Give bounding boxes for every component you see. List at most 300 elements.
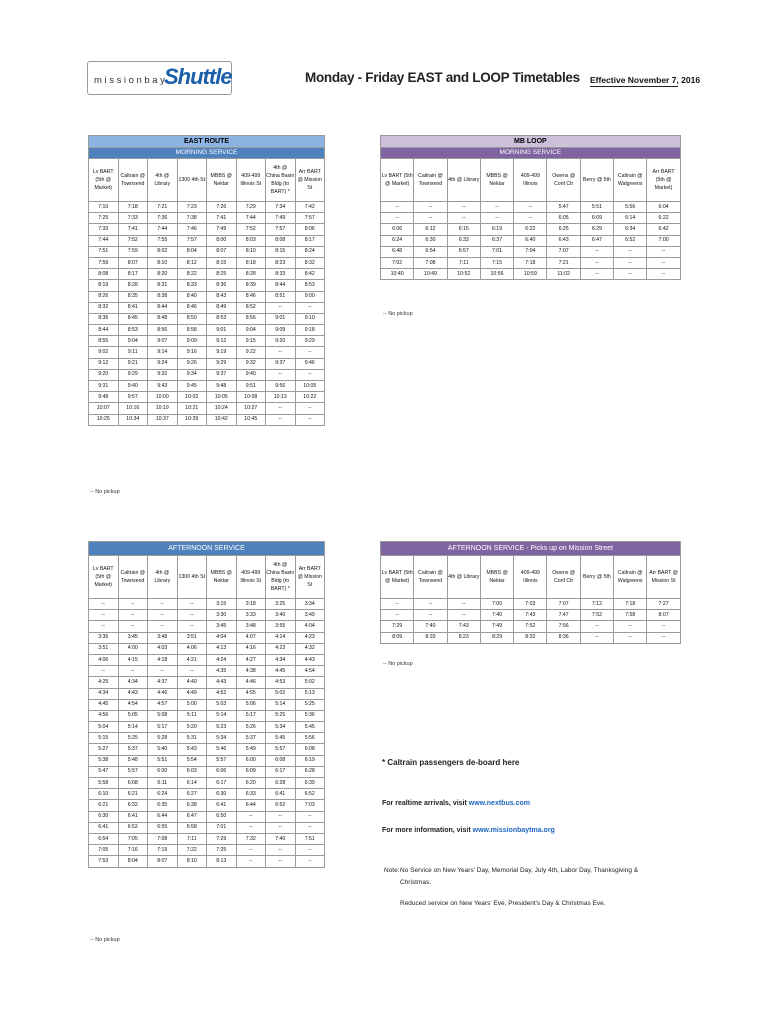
time-cell: 7:26 <box>207 202 237 213</box>
time-cell: 8:32 <box>89 302 119 313</box>
time-cell: 6:41 <box>89 822 119 833</box>
table-row <box>89 856 325 867</box>
time-cell: 7:12 <box>580 599 613 610</box>
time-cell: 8:07 <box>207 246 237 257</box>
time-cell: 6:19 <box>480 224 513 235</box>
time-cell: 8:45 <box>118 313 148 324</box>
time-cell: -- <box>148 610 178 621</box>
time-cell: 7:58 <box>614 610 647 621</box>
column-header: 4th @ Library <box>148 159 178 202</box>
time-cell: 10:13 <box>266 392 296 403</box>
table-row <box>89 822 325 833</box>
time-cell: 3:51 <box>177 632 207 643</box>
time-cell: 4:16 <box>236 643 266 654</box>
time-cell: 6:48 <box>381 246 414 257</box>
column-header: 4th @ Library <box>447 159 480 202</box>
time-cell: 9:32 <box>236 358 266 369</box>
time-cell: 5:25 <box>266 710 296 721</box>
time-cell: 9:56 <box>266 381 296 392</box>
time-cell: 7:03 <box>295 800 325 811</box>
time-cell: -- <box>118 610 148 621</box>
time-cell: 5:15 <box>89 733 119 744</box>
time-cell: 8:25 <box>207 269 237 280</box>
time-cell: -- <box>414 599 447 610</box>
east-afternoon-header-row <box>89 556 325 599</box>
time-cell: 8:56 <box>236 313 266 324</box>
column-header: Arr BART @ Mission St <box>295 159 325 202</box>
time-cell: 6:33 <box>447 235 480 246</box>
column-header: Arr BART @ Mission St <box>647 556 680 599</box>
time-cell: 7:08 <box>414 257 447 268</box>
time-cell: 7:01 <box>480 246 513 257</box>
missionbay-shuttle-logo <box>87 61 232 95</box>
time-cell: 4:06 <box>177 643 207 654</box>
loop-morning-footnote: -- No pickup <box>383 311 413 317</box>
table-row <box>89 610 325 621</box>
time-cell: 8:04 <box>177 246 207 257</box>
time-cell: 3:55 <box>266 621 296 632</box>
time-cell: 7:27 <box>647 599 680 610</box>
time-cell: 7:44 <box>89 235 119 246</box>
time-cell: 7:40 <box>480 610 513 621</box>
time-cell: 5:57 <box>266 744 296 755</box>
time-cell: 8:26 <box>89 291 119 302</box>
time-cell: 4:52 <box>207 688 237 699</box>
table-row <box>89 845 325 856</box>
time-cell: 6:52 <box>118 822 148 833</box>
time-cell: 4:35 <box>207 666 237 677</box>
time-cell: 5:51 <box>580 202 613 213</box>
time-cell: 4:25 <box>89 677 119 688</box>
time-cell: 9:10 <box>295 313 325 324</box>
nextbus-link[interactable]: www.nextbus.com <box>468 800 530 807</box>
time-cell: 4:45 <box>89 699 119 710</box>
time-cell: 7:49 <box>207 224 237 235</box>
time-cell: 7:52 <box>580 610 613 621</box>
time-cell: 9:31 <box>89 381 119 392</box>
time-cell: 6:40 <box>514 235 547 246</box>
missionbaytma-link[interactable]: www.missionbaytma.org <box>472 827 555 834</box>
time-cell: 7:18 <box>514 257 547 268</box>
time-cell: 7:49 <box>480 621 513 632</box>
time-cell: 4:56 <box>89 710 119 721</box>
time-cell: 8:23 <box>266 257 296 268</box>
time-cell: 8:55 <box>89 336 119 347</box>
page-title: Monday - Friday EAST and LOOP Timetables <box>305 70 580 85</box>
time-cell: 8:29 <box>480 632 513 643</box>
time-cell: 8:08 <box>89 269 119 280</box>
time-cell: 6:06 <box>381 224 414 235</box>
time-cell: 4:43 <box>118 688 148 699</box>
time-cell: 6:08 <box>295 744 325 755</box>
table-row <box>89 699 325 710</box>
table-row <box>381 269 681 280</box>
time-cell: 4:45 <box>266 666 296 677</box>
time-cell: -- <box>647 257 680 268</box>
time-cell: 9:32 <box>148 369 178 380</box>
time-cell: 4:38 <box>236 666 266 677</box>
table-row <box>89 347 325 358</box>
time-cell: -- <box>266 302 296 313</box>
time-cell: 8:52 <box>236 302 266 313</box>
time-cell: -- <box>266 845 296 856</box>
time-cell: 4:07 <box>236 632 266 643</box>
info-label: For more information, visit <box>382 827 473 834</box>
time-cell: 4:34 <box>266 654 296 665</box>
time-cell: 9:24 <box>148 358 178 369</box>
table-row <box>89 643 325 654</box>
time-cell: 6:33 <box>236 789 266 800</box>
time-cell: -- <box>381 599 414 610</box>
time-cell: 6:24 <box>148 789 178 800</box>
note-holidays: No Service on New Years' Day, Memorial Day, July 4th, Labor Day, Thanksgiving & <box>400 867 639 874</box>
time-cell: 6:44 <box>236 800 266 811</box>
time-cell: 7:38 <box>177 213 207 224</box>
time-cell: 9:01 <box>266 313 296 324</box>
time-cell: -- <box>614 246 647 257</box>
time-cell: 6:28 <box>266 778 296 789</box>
time-cell: 6:29 <box>580 224 613 235</box>
time-cell: 9:57 <box>118 392 148 403</box>
time-cell: 5:37 <box>236 733 266 744</box>
time-cell: 9:04 <box>118 336 148 347</box>
time-cell: 7:29 <box>207 833 237 844</box>
time-cell: 8:36 <box>547 632 580 643</box>
table-row <box>89 789 325 800</box>
time-cell: -- <box>295 347 325 358</box>
time-cell: 4:57 <box>148 699 178 710</box>
time-cell: 5:26 <box>236 722 266 733</box>
table-row <box>89 280 325 291</box>
time-cell: 5:49 <box>236 744 266 755</box>
time-cell: -- <box>295 856 325 867</box>
column-header: Caltrain @ Townsend <box>414 556 447 599</box>
time-cell: 4:03 <box>148 643 178 654</box>
table-row <box>89 722 325 733</box>
column-header: 4th @ Library <box>447 556 480 599</box>
time-cell: 6:30 <box>207 789 237 800</box>
time-cell: 7:32 <box>236 833 266 844</box>
time-cell: 10:25 <box>89 414 119 425</box>
time-cell: 9:11 <box>118 347 148 358</box>
time-cell: 7:41 <box>207 213 237 224</box>
time-cell: 8:15 <box>266 246 296 257</box>
time-cell: 10:45 <box>236 414 266 425</box>
column-header: Lv BART (5th @ Market) <box>381 159 414 202</box>
time-cell: 6:00 <box>236 755 266 766</box>
loop-afternoon-title: AFTERNOON SERVICE - Picks up on Mission Street <box>381 542 681 556</box>
time-cell: 3:45 <box>207 621 237 632</box>
time-cell: -- <box>118 599 148 610</box>
effective-date: Effective November 7, 2016 <box>590 75 701 85</box>
time-cell: -- <box>447 599 480 610</box>
time-cell: 5:37 <box>118 744 148 755</box>
time-cell: 6:20 <box>236 778 266 789</box>
column-header: 4th @ China Basin Bldg (to BART) * <box>266 556 296 599</box>
time-cell: -- <box>89 599 119 610</box>
time-cell: 7:51 <box>89 246 119 257</box>
time-cell: 7:57 <box>177 235 207 246</box>
table-row <box>89 666 325 677</box>
time-cell: 6:52 <box>614 235 647 246</box>
time-cell: 6:06 <box>207 766 237 777</box>
east-morning-table <box>88 135 325 426</box>
time-cell: 3:30 <box>207 610 237 621</box>
column-header: Owens @ Conf Ctr <box>547 159 580 202</box>
time-cell: 7:00 <box>480 599 513 610</box>
time-cell: -- <box>148 621 178 632</box>
time-cell: 5:57 <box>118 766 148 777</box>
time-cell: 9:29 <box>295 336 325 347</box>
time-cell: -- <box>177 610 207 621</box>
time-cell: 4:04 <box>207 632 237 643</box>
time-cell: -- <box>447 213 480 224</box>
time-cell: 5:14 <box>266 699 296 710</box>
column-header: Lv BART (5th @ Market) <box>89 556 119 599</box>
time-cell: 8:40 <box>177 291 207 302</box>
time-cell: 9:48 <box>207 381 237 392</box>
time-cell: 7:25 <box>207 845 237 856</box>
time-cell: 4:55 <box>236 688 266 699</box>
time-cell: 5:43 <box>177 744 207 755</box>
time-cell: 4:13 <box>207 643 237 654</box>
time-cell: 3:48 <box>236 621 266 632</box>
time-cell: 9:37 <box>207 369 237 380</box>
table-row <box>89 358 325 369</box>
time-cell: 7:53 <box>89 856 119 867</box>
time-cell: 5:08 <box>148 710 178 721</box>
time-cell: 7:43 <box>514 610 547 621</box>
caltrain-note: * Caltrain passengers de-board here <box>382 758 520 767</box>
time-cell: 5:02 <box>266 688 296 699</box>
time-cell: 7:02 <box>381 257 414 268</box>
time-cell: 9:40 <box>236 369 266 380</box>
time-cell: 10:37 <box>148 414 178 425</box>
time-cell: -- <box>614 621 647 632</box>
time-cell: -- <box>447 202 480 213</box>
table-row <box>381 202 681 213</box>
time-cell: 6:10 <box>89 789 119 800</box>
time-cell: 8:04 <box>118 856 148 867</box>
time-cell: -- <box>177 599 207 610</box>
column-header: Caltrain @ Townsend <box>118 159 148 202</box>
time-cell: -- <box>266 369 296 380</box>
time-cell: -- <box>580 632 613 643</box>
time-cell: -- <box>647 632 680 643</box>
time-cell: 10:56 <box>480 269 513 280</box>
time-cell: 8:10 <box>236 246 266 257</box>
time-cell: 5:20 <box>177 722 207 733</box>
time-cell: 8:58 <box>177 325 207 336</box>
time-cell: 6:28 <box>295 766 325 777</box>
time-cell: 5:28 <box>148 733 178 744</box>
time-cell: -- <box>447 610 480 621</box>
time-cell: 9:09 <box>177 336 207 347</box>
time-cell: -- <box>647 269 680 280</box>
table-row <box>89 269 325 280</box>
time-cell: 7:33 <box>118 213 148 224</box>
table-row <box>89 202 325 213</box>
loop-afternoon-table <box>380 541 681 644</box>
time-cell: -- <box>295 302 325 313</box>
time-cell: 6:19 <box>295 755 325 766</box>
time-cell: 6:47 <box>177 811 207 822</box>
time-cell: 8:20 <box>148 269 178 280</box>
time-cell: -- <box>580 246 613 257</box>
time-cell: -- <box>381 202 414 213</box>
table-row <box>381 246 681 257</box>
column-header: 4th @ China Basin Bldg (to BART) * <box>266 159 296 202</box>
time-cell: 6:22 <box>514 224 547 235</box>
time-cell: -- <box>295 811 325 822</box>
table-row <box>89 733 325 744</box>
table-row <box>89 246 325 257</box>
east-afternoon-title: AFTERNOON SERVICE <box>89 542 325 556</box>
time-cell: 8:18 <box>236 257 266 268</box>
time-cell: 10:24 <box>207 403 237 414</box>
time-cell: 6:09 <box>580 213 613 224</box>
time-cell: 5:45 <box>266 733 296 744</box>
time-cell: 7:11 <box>447 257 480 268</box>
time-cell: 6:17 <box>266 766 296 777</box>
loop-afternoon-header-row <box>381 556 681 599</box>
time-cell: 6:24 <box>381 235 414 246</box>
table-row <box>89 710 325 721</box>
time-cell: 8:20 <box>414 632 447 643</box>
time-cell: -- <box>514 202 547 213</box>
time-cell: 7:16 <box>118 845 148 856</box>
table-row <box>89 325 325 336</box>
time-cell: 3:36 <box>89 632 119 643</box>
time-cell: 9:12 <box>89 358 119 369</box>
column-header: Caltrain @ Townsend <box>414 159 447 202</box>
time-cell: 3:51 <box>89 643 119 654</box>
time-cell: 3:48 <box>148 632 178 643</box>
time-cell: 6:54 <box>89 833 119 844</box>
time-cell: 10:49 <box>414 269 447 280</box>
time-cell: 7:01 <box>207 822 237 833</box>
time-cell: 8:31 <box>148 280 178 291</box>
time-cell: 5:03 <box>207 699 237 710</box>
time-cell: 5:14 <box>118 722 148 733</box>
table-row <box>89 744 325 755</box>
time-cell: 6:12 <box>414 224 447 235</box>
time-cell: 6:34 <box>614 224 647 235</box>
loop-morning-table <box>380 135 681 280</box>
east-morning-header-row <box>89 159 325 202</box>
time-cell: 6:21 <box>89 800 119 811</box>
time-cell: 3:40 <box>266 610 296 621</box>
time-cell: 8:43 <box>207 291 237 302</box>
time-cell: 8:36 <box>207 280 237 291</box>
time-cell: 9:09 <box>266 325 296 336</box>
time-cell: 9:18 <box>295 325 325 336</box>
time-cell: 6:08 <box>266 755 296 766</box>
time-cell: 8:24 <box>295 246 325 257</box>
time-cell: 8:36 <box>89 313 119 324</box>
time-cell: 6:08 <box>118 778 148 789</box>
column-header: Berry @ 5th <box>580 556 613 599</box>
time-cell: 7:21 <box>547 257 580 268</box>
time-cell: -- <box>580 621 613 632</box>
time-cell: -- <box>647 621 680 632</box>
table-row <box>381 257 681 268</box>
logo-big-text: Shuttle <box>164 64 232 89</box>
time-cell: 4:24 <box>207 654 237 665</box>
table-row <box>89 688 325 699</box>
column-header: MBBS @ Nektar <box>480 556 513 599</box>
time-cell: 8:48 <box>148 313 178 324</box>
time-cell: 9:34 <box>177 369 207 380</box>
table-row <box>89 381 325 392</box>
time-cell: -- <box>236 822 266 833</box>
time-cell: 9:40 <box>118 381 148 392</box>
time-cell: -- <box>480 213 513 224</box>
time-cell: -- <box>414 213 447 224</box>
time-cell: 7:23 <box>177 202 207 213</box>
time-cell: 9:37 <box>266 358 296 369</box>
time-cell: 8:51 <box>266 291 296 302</box>
time-cell: -- <box>295 822 325 833</box>
time-cell: 5:56 <box>614 202 647 213</box>
column-header: MBBS @ Nektar <box>480 159 513 202</box>
time-cell: 8:15 <box>207 257 237 268</box>
time-cell: -- <box>177 666 207 677</box>
time-cell: 10:27 <box>236 403 266 414</box>
time-cell: 8:53 <box>207 313 237 324</box>
time-cell: 10:08 <box>236 392 266 403</box>
time-cell: 7:15 <box>480 257 513 268</box>
time-cell: 8:07 <box>118 257 148 268</box>
time-cell: 8:39 <box>236 280 266 291</box>
time-cell: 7:21 <box>148 202 178 213</box>
time-cell: 9:16 <box>177 347 207 358</box>
time-cell: 8:33 <box>177 280 207 291</box>
column-header: MBBS @ Nektar <box>207 556 237 599</box>
time-cell: 4:34 <box>118 677 148 688</box>
time-cell: -- <box>177 621 207 632</box>
time-cell: 6:41 <box>207 800 237 811</box>
time-cell: 6:21 <box>118 789 148 800</box>
column-header: Caltrain @ Walgreens <box>614 556 647 599</box>
table-row <box>89 224 325 235</box>
time-cell: 9:29 <box>207 358 237 369</box>
time-cell: 9:22 <box>236 347 266 358</box>
time-cell: 8:03 <box>236 235 266 246</box>
time-cell: 8:32 <box>514 632 547 643</box>
time-cell: 7:00 <box>647 235 680 246</box>
time-cell: 10:59 <box>514 269 547 280</box>
time-cell: 9:20 <box>266 336 296 347</box>
time-cell: -- <box>236 856 266 867</box>
time-cell: 5:47 <box>89 766 119 777</box>
time-cell: 8:35 <box>118 291 148 302</box>
east-afternoon-footnote: -- No pickup <box>90 937 120 943</box>
time-cell: 6:47 <box>580 235 613 246</box>
table-row <box>381 224 681 235</box>
time-cell: 3:18 <box>236 599 266 610</box>
time-cell: 8:10 <box>148 257 178 268</box>
time-cell: 8:56 <box>148 325 178 336</box>
time-cell: 5:58 <box>89 778 119 789</box>
loop-morning-title: MB LOOP <box>381 136 681 148</box>
time-cell: 6:52 <box>295 789 325 800</box>
time-cell: 5:48 <box>118 755 148 766</box>
time-cell: 6:30 <box>89 811 119 822</box>
time-cell: 7:40 <box>266 833 296 844</box>
time-cell: 7:52 <box>514 621 547 632</box>
time-cell: 7:51 <box>295 833 325 844</box>
